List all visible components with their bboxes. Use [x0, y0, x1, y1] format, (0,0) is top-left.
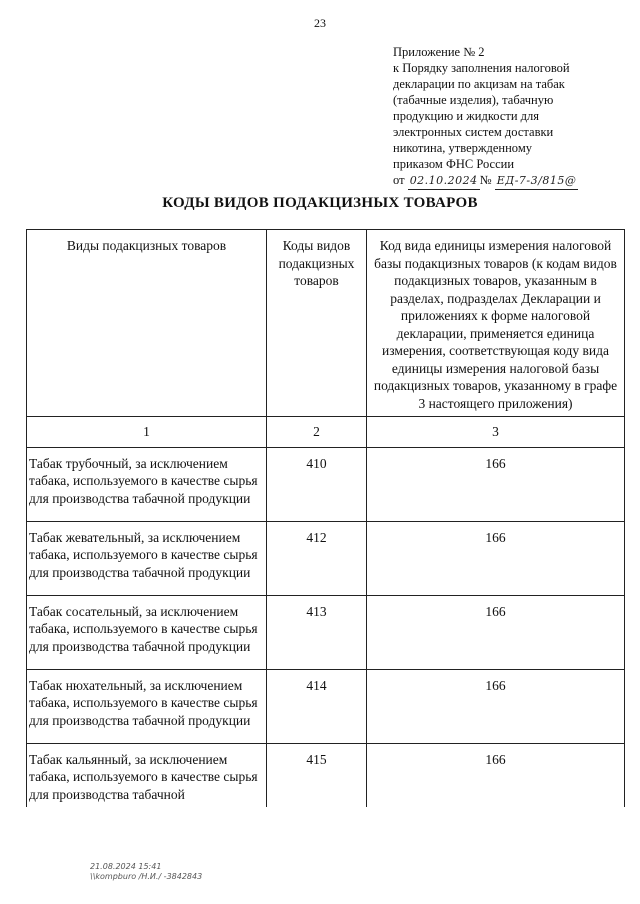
document-title: КОДЫ ВИДОВ ПОДАКЦИЗНЫХ ТОВАРОВ: [162, 195, 478, 211]
unit-code: 166: [367, 447, 625, 521]
appendix-line: к Порядку заполнения налоговой: [393, 61, 570, 75]
unit-code: 166: [367, 595, 625, 669]
header-goods-codes: Коды видов подакцизных товаров: [267, 230, 367, 417]
order-reference: [393, 172, 625, 190]
order-number: ЕД-7-3/815@: [495, 173, 579, 190]
column-number: 1: [27, 417, 267, 448]
unit-code: 166: [367, 669, 625, 743]
table-row: [27, 743, 625, 807]
goods-code: 410: [267, 447, 367, 521]
goods-code: 413: [267, 595, 367, 669]
goods-name: Табак нюхательный, за исключением табака, используемого в качестве сырья для производства табачной продукции: [27, 669, 267, 743]
table-row: [27, 669, 625, 743]
header-unit-code: Код вида единицы измерения налоговой базы подакцизных товаров (к кодам видов подакцизных товаров, указанным в разделах, подразделах Декларации и приложениях к форме налоговой декларации, применяется единица измерения, соответствующая коду вида единицы измерения налоговой базы подакцизных товаров, указанному в графе 3 настоящего приложения): [367, 230, 625, 417]
appendix-line: декларации по акцизам на табак: [393, 77, 565, 91]
goods-code: 412: [267, 521, 367, 595]
page-number: 23: [314, 16, 326, 30]
table-row: [27, 447, 625, 521]
goods-name: Табак трубочный, за исключением табака, используемого в качестве сырья для производства табачной продукции: [27, 447, 267, 521]
appendix-line: продукцию и жидкости для: [393, 109, 540, 123]
appendix-line: никотина, утвержденному: [393, 141, 532, 155]
table-row: [27, 521, 625, 595]
from-label: от: [393, 173, 405, 187]
appendix-line: (табачные изделия), табачную: [393, 93, 554, 107]
appendix-line: Приложение № 2: [393, 45, 485, 59]
appendix-line: электронных систем доставки: [393, 125, 554, 139]
unit-code: 166: [367, 521, 625, 595]
print-footer: [90, 862, 202, 882]
table-header-row: [27, 230, 625, 417]
print-stamp: \\kompburo /Н.И./ -3842843: [90, 872, 203, 881]
number-label: №: [479, 173, 492, 187]
excise-codes-table: [26, 229, 625, 807]
goods-name: Табак кальянный, за исключением табака, используемого в качестве сырья для производства табачной: [27, 743, 267, 807]
goods-name: Табак сосательный, за исключением табака, используемого в качестве сырья для производства табачной продукции: [27, 595, 267, 669]
column-number: 2: [267, 417, 367, 448]
table-row: [27, 595, 625, 669]
column-number-row: [27, 417, 625, 448]
column-number: 3: [367, 417, 625, 448]
goods-code: 415: [267, 743, 367, 807]
appendix-header: [393, 44, 625, 190]
goods-code: 414: [267, 669, 367, 743]
print-timestamp: 21.08.2024 15:41: [90, 862, 162, 871]
header-goods-types: Виды подакцизных товаров: [27, 230, 267, 417]
goods-name: Табак жевательный, за исключением табака, используемого в качестве сырья для производства табачной продукции: [27, 521, 267, 595]
order-date: 02.10.2024: [408, 173, 480, 190]
unit-code: 166: [367, 743, 625, 807]
appendix-line: приказом ФНС России: [393, 157, 515, 171]
